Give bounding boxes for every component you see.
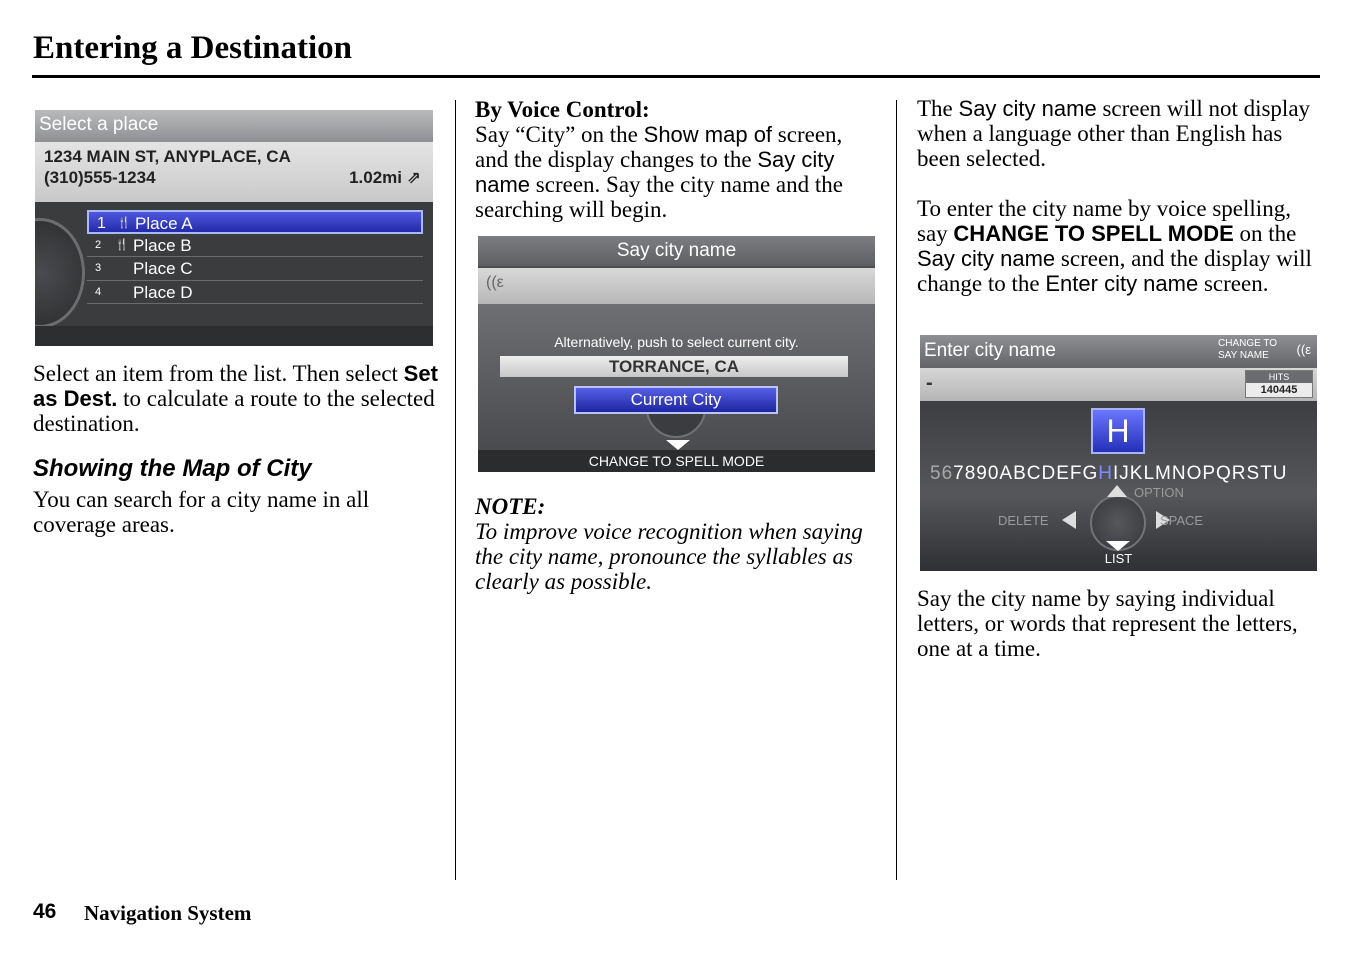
- text: on the: [1233, 221, 1297, 246]
- screen-header: [920, 335, 1317, 368]
- route-icon: ⇗: [406, 168, 421, 187]
- input-bar: [920, 368, 1317, 401]
- distance-value: 1.02mi: [349, 168, 403, 187]
- list-item[interactable]: [87, 234, 423, 258]
- screen-bottom-bar: [35, 326, 433, 346]
- change-to-say-name-button[interactable]: [1218, 338, 1277, 362]
- restaurant-icon: 🍴: [115, 238, 129, 251]
- text: The: [917, 96, 959, 121]
- text: screen will not display when a language other than English has been selected.: [917, 96, 1311, 171]
- say-city-name-screenshot: [478, 236, 875, 472]
- note-section: [475, 494, 885, 594]
- city-input-value[interactable]: -: [926, 372, 933, 394]
- note-text: To improve voice recognition when saying the city name, pronounce the syllables as clearly as possible.: [475, 519, 863, 594]
- item-name: Place B: [133, 235, 192, 255]
- current-city-field: TORRANCE, CA: [500, 356, 848, 377]
- letters-before: 7890ABCDEFG: [953, 463, 1099, 484]
- say-city-name-term: Say city name: [958, 96, 1097, 121]
- title-rule: [32, 75, 1320, 78]
- voice-control-section: [475, 97, 880, 222]
- item-number: 4: [95, 285, 102, 298]
- hits-counter: [1245, 370, 1313, 398]
- list-item[interactable]: [87, 257, 423, 281]
- note-heading: NOTE:: [475, 494, 546, 519]
- voice-bar: [478, 268, 875, 304]
- letters-dim: 56: [930, 463, 954, 484]
- space-label[interactable]: SPACE: [1160, 513, 1204, 528]
- text: Select an item from the list. Then select: [33, 361, 404, 386]
- item-number: 3: [95, 262, 102, 274]
- page-title: Entering a Destination: [33, 30, 353, 66]
- say-city-name-term: Say city name: [475, 147, 835, 197]
- select-place-screenshot: [35, 110, 433, 346]
- text: screen, and the display will change to the: [917, 246, 1312, 296]
- change-label-line2: SAY NAME: [1218, 350, 1269, 361]
- section-heading: Showing the Map of City: [33, 455, 312, 482]
- text: screen. Say the city name and the searching will begin.: [475, 172, 843, 222]
- down-arrow-icon: [1106, 541, 1130, 551]
- place-list: [87, 210, 423, 304]
- voice-icon: ((ε: [486, 274, 504, 291]
- delete-label[interactable]: DELETE: [998, 513, 1049, 528]
- letters-highlight: H: [1098, 463, 1113, 484]
- spelling-paragraph: Say the city name by saying individual letters, or words that represent the letters, one at a time.: [917, 586, 1298, 661]
- item-name: Place C: [133, 259, 193, 278]
- current-city-button[interactable]: Current City: [574, 386, 778, 414]
- text: To enter the city name by voice spelling, say: [917, 196, 1291, 246]
- text: to calculate a route to the selected destination.: [33, 386, 435, 436]
- down-arrow-icon: [666, 440, 690, 450]
- hits-value: 140445: [1260, 384, 1298, 396]
- screen-title: Enter city name: [924, 340, 1056, 361]
- voice-control-paragraph: [475, 122, 880, 222]
- dial-icon: [35, 218, 85, 328]
- phone-line: (310)555-1234: [44, 168, 156, 187]
- list-item[interactable]: [87, 210, 423, 234]
- column-divider-2: [896, 100, 897, 880]
- enter-city-name-screenshot: [920, 335, 1317, 571]
- up-arrow-icon: [1107, 485, 1127, 497]
- search-paragraph: You can search for a city name in all coverage areas.: [33, 487, 370, 537]
- text: screen, and the display changes to the: [475, 122, 843, 172]
- show-map-term: Show map of: [643, 122, 773, 147]
- column-divider-1: [455, 100, 456, 880]
- screen-header: Select a place: [35, 110, 433, 142]
- screen-header: Say city name: [478, 236, 875, 266]
- section-label: Navigation System: [84, 901, 252, 925]
- text: Say “City” on the: [475, 122, 644, 147]
- select-item-paragraph: [33, 361, 443, 436]
- option-label[interactable]: OPTION: [1134, 485, 1184, 500]
- voice-control-heading: By Voice Control:: [475, 97, 650, 122]
- restaurant-icon: 🍴: [117, 217, 131, 229]
- item-name: Place D: [133, 282, 193, 302]
- spell-mode-paragraph: [917, 196, 1322, 296]
- change-label-line1: CHANGE TO: [1218, 338, 1278, 349]
- voice-icon: ((ε: [1296, 342, 1311, 357]
- set-as-dest-term: Set as Dest.: [33, 361, 438, 411]
- alternative-text: Alternatively, push to select current city.: [554, 334, 799, 350]
- spell-mode-term: CHANGE TO SPELL MODE: [953, 221, 1234, 246]
- list-label[interactable]: LIST: [1104, 551, 1133, 566]
- address-panel: [35, 142, 433, 202]
- letters-after: IJKLMNOPQRSTU: [1113, 463, 1288, 484]
- hits-label: HITS: [1246, 371, 1312, 383]
- page-number: 46: [33, 900, 57, 923]
- say-city-name-term: Say city name: [917, 246, 1056, 271]
- left-arrow-icon: [1062, 511, 1076, 529]
- address-line: 1234 MAIN ST, ANYPLACE, CA: [44, 147, 291, 166]
- spell-mode-footer[interactable]: CHANGE TO SPELL MODE: [478, 450, 875, 472]
- text: screen.: [1198, 271, 1269, 296]
- item-number: 1: [97, 215, 106, 232]
- enter-city-name-term: Enter city name: [1045, 271, 1199, 296]
- item-number: 2: [95, 238, 102, 251]
- item-name: Place A: [135, 214, 193, 233]
- distance: [349, 167, 421, 188]
- language-paragraph: [917, 96, 1322, 171]
- selected-letter[interactable]: H: [1091, 408, 1145, 454]
- letter-wheel[interactable]: [930, 463, 1288, 485]
- list-item[interactable]: [87, 281, 423, 305]
